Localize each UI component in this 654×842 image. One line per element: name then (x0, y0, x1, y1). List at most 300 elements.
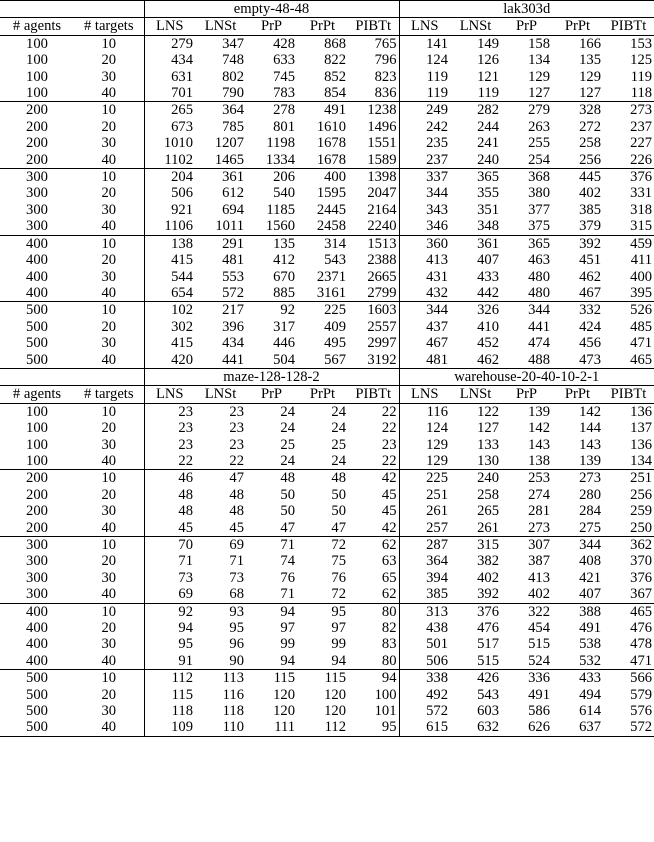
targets-header: # targets (74, 386, 144, 403)
value-cell: 50 (280, 486, 295, 503)
value-cell: 138 (144, 235, 195, 252)
value-cell: 480 (528, 284, 550, 301)
value-cell: 2047 (348, 185, 399, 201)
table-row (0, 586, 654, 603)
agents-cell: 500 (26, 703, 48, 720)
agents-cell: 400 (26, 620, 48, 637)
algorithm-header: PIBTt (348, 386, 399, 403)
value-cell: 437 (426, 318, 448, 335)
algorithm-header: LNSt (195, 386, 246, 403)
algorithm-header: PrP (501, 18, 552, 35)
value-cell: 237 (426, 151, 448, 168)
value-cell: 110 (195, 719, 246, 736)
agents-cell: 400 (26, 284, 48, 301)
value-cell: 94 (280, 652, 295, 669)
agents-cell: 300 (0, 169, 74, 186)
value-cell: 377 (528, 201, 550, 218)
table-row (0, 420, 654, 436)
value-cell: 116 (222, 686, 244, 703)
value-cell: 1610 (316, 118, 346, 135)
value-cell: 413 (528, 569, 550, 586)
table-row (0, 403, 654, 420)
targets-cell: 20 (74, 252, 144, 268)
value-cell: 421 (579, 569, 601, 586)
value-cell: 314 (297, 235, 348, 252)
agents-cell: 100 (26, 436, 48, 453)
value-cell: 322 (501, 603, 552, 620)
value-cell: 261 (426, 503, 448, 520)
value-cell: 454 (528, 620, 550, 637)
value-cell: 70 (144, 537, 195, 554)
value-cell: 355 (477, 185, 499, 202)
value-cell: 96 (229, 636, 244, 653)
targets-cell: 10 (74, 470, 144, 487)
targets-cell: 20 (74, 185, 144, 201)
value-cell: 451 (579, 252, 601, 269)
value-cell: 94 (331, 652, 346, 669)
value-cell: 118 (222, 703, 244, 720)
value-cell: 441 (222, 351, 244, 368)
value-cell: 249 (399, 102, 450, 119)
value-cell: 23 (195, 403, 246, 420)
value-cell: 543 (477, 686, 499, 703)
value-cell: 317 (273, 318, 295, 335)
algorithm-header: PIBTt (348, 18, 399, 35)
value-cell: 91 (178, 652, 193, 669)
value-cell: 258 (579, 135, 601, 152)
value-cell: 122 (450, 403, 501, 420)
value-cell: 467 (579, 284, 601, 301)
table-row (0, 503, 654, 519)
value-cell: 351 (477, 201, 499, 218)
value-cell: 83 (348, 636, 399, 652)
agents-cell: 100 (26, 452, 48, 469)
value-cell: 441 (528, 318, 550, 335)
value-cell: 392 (477, 586, 499, 603)
value-cell: 242 (426, 118, 448, 135)
value-cell: 765 (348, 35, 399, 52)
value-cell: 346 (426, 218, 448, 235)
value-cell: 281 (528, 503, 550, 520)
value-cell: 446 (273, 335, 295, 352)
value-cell: 434 (171, 52, 193, 69)
value-cell: 388 (552, 603, 603, 620)
agents-cell: 300 (26, 185, 48, 202)
value-cell: 463 (528, 252, 550, 269)
value-cell: 632 (450, 719, 501, 736)
value-cell: 2665 (348, 269, 399, 285)
value-cell: 2997 (348, 335, 399, 351)
value-cell: 112 (297, 719, 348, 736)
value-cell: 347 (195, 35, 246, 52)
value-cell: 101 (348, 703, 399, 719)
header-blank (0, 1, 144, 18)
agents-cell: 200 (26, 151, 48, 168)
targets-cell: 10 (74, 403, 144, 420)
value-cell: 411 (630, 252, 653, 269)
value-cell: 392 (552, 235, 603, 252)
value-cell: 633 (273, 52, 295, 69)
value-cell: 361 (195, 169, 246, 186)
value-cell: 382 (477, 553, 499, 570)
value-cell: 153 (603, 35, 654, 52)
value-cell: 572 (426, 703, 448, 720)
value-cell: 69 (195, 537, 246, 554)
value-cell: 75 (331, 553, 346, 570)
targets-cell: 30 (74, 69, 144, 85)
value-cell: 1198 (266, 135, 295, 152)
table-row (0, 537, 654, 554)
value-cell: 119 (630, 68, 653, 85)
value-cell: 125 (630, 52, 653, 69)
value-cell: 361 (450, 235, 501, 252)
value-cell: 287 (399, 537, 450, 554)
value-cell: 141 (399, 35, 450, 52)
value-cell: 431 (426, 268, 448, 285)
value-cell: 24 (246, 403, 297, 420)
value-cell: 129 (426, 452, 448, 469)
table-row (0, 687, 654, 703)
map-header-row (0, 1, 654, 18)
value-cell: 852 (324, 68, 346, 85)
value-cell: 95 (229, 620, 244, 637)
value-cell: 433 (477, 268, 499, 285)
value-cell: 783 (273, 85, 295, 102)
table-row (0, 69, 654, 85)
value-cell: 491 (297, 102, 348, 119)
value-cell: 149 (450, 35, 501, 52)
table-row (0, 269, 654, 285)
value-cell: 278 (246, 102, 297, 119)
value-cell: 22 (229, 452, 244, 469)
value-cell: 376 (603, 169, 654, 186)
value-cell: 495 (324, 335, 346, 352)
targets-cell: 20 (74, 119, 144, 135)
map-name: maze-128-128-2 (144, 368, 399, 385)
value-cell: 365 (450, 169, 501, 186)
value-cell: 24 (331, 452, 346, 469)
value-cell: 387 (528, 553, 550, 570)
value-cell: 47 (195, 470, 246, 487)
table-row (0, 285, 654, 302)
value-cell: 407 (477, 252, 499, 269)
value-cell: 48 (297, 470, 348, 487)
value-cell: 23 (178, 420, 193, 437)
value-cell: 284 (579, 503, 601, 520)
value-cell: 802 (222, 68, 244, 85)
value-cell: 302 (171, 318, 193, 335)
value-cell: 465 (603, 603, 654, 620)
value-cell: 442 (477, 284, 499, 301)
algorithm-header: LNS (144, 18, 195, 35)
table-row (0, 620, 654, 636)
value-cell: 256 (630, 486, 653, 503)
value-cell: 253 (501, 470, 552, 487)
value-cell: 137 (630, 420, 653, 437)
value-cell: 138 (528, 452, 550, 469)
value-cell: 116 (399, 403, 450, 420)
agents-cell: 400 (26, 268, 48, 285)
value-cell: 279 (501, 102, 552, 119)
value-cell: 273 (552, 470, 603, 487)
value-cell: 462 (477, 351, 499, 368)
value-cell: 72 (297, 537, 348, 554)
algorithm-header: PrPt (552, 18, 603, 35)
value-cell: 80 (348, 653, 399, 670)
value-cell: 380 (528, 185, 550, 202)
value-cell: 375 (528, 218, 550, 235)
value-cell: 63 (348, 553, 399, 569)
value-cell: 409 (324, 318, 346, 335)
value-cell: 532 (579, 652, 601, 669)
column-header-row (0, 18, 654, 35)
value-cell: 134 (528, 52, 550, 69)
value-cell: 279 (144, 35, 195, 52)
targets-cell: 10 (74, 302, 144, 319)
value-cell: 438 (426, 620, 448, 637)
value-cell: 24 (297, 403, 348, 420)
value-cell: 129 (528, 68, 550, 85)
value-cell: 143 (528, 436, 550, 453)
value-cell: 412 (273, 252, 295, 269)
value-cell: 127 (579, 85, 601, 102)
value-cell: 432 (426, 284, 448, 301)
value-cell: 394 (426, 569, 448, 586)
value-cell: 364 (195, 102, 246, 119)
value-cell: 166 (552, 35, 603, 52)
value-cell: 694 (222, 201, 244, 218)
value-cell: 785 (222, 118, 244, 135)
targets-cell: 30 (74, 636, 144, 652)
table-row (0, 352, 654, 369)
targets-cell: 30 (74, 202, 144, 218)
algorithm-header: LNSt (195, 18, 246, 35)
table-row (0, 85, 654, 102)
table-row (0, 703, 654, 719)
algorithm-header: PrP (246, 18, 297, 35)
value-cell: 244 (477, 118, 499, 135)
agents-cell: 100 (26, 68, 48, 85)
value-cell: 206 (246, 169, 297, 186)
value-cell: 491 (579, 620, 601, 637)
targets-cell: 10 (74, 235, 144, 252)
value-cell: 23 (229, 436, 244, 453)
value-cell: 467 (426, 335, 448, 352)
agents-cell: 200 (26, 118, 48, 135)
value-cell: 576 (630, 703, 653, 720)
value-cell: 158 (501, 35, 552, 52)
value-cell: 42 (348, 470, 399, 487)
value-cell: 540 (273, 185, 295, 202)
value-cell: 612 (222, 185, 244, 202)
value-cell: 42 (348, 520, 399, 537)
value-cell: 71 (280, 586, 295, 603)
value-cell: 102 (144, 302, 195, 319)
value-cell: 1207 (214, 135, 244, 152)
value-cell: 385 (426, 586, 448, 603)
value-cell: 474 (528, 335, 550, 352)
value-cell: 23 (178, 436, 193, 453)
targets-cell: 10 (74, 35, 144, 52)
targets-cell: 30 (74, 703, 144, 719)
value-cell: 420 (171, 351, 193, 368)
value-cell: 129 (426, 436, 448, 453)
value-cell: 90 (229, 652, 244, 669)
targets-cell: 10 (74, 102, 144, 119)
value-cell: 143 (579, 436, 601, 453)
value-cell: 501 (426, 636, 448, 653)
header-blank (0, 368, 144, 385)
value-cell: 410 (477, 318, 499, 335)
value-cell: 822 (324, 52, 346, 69)
agents-cell: 500 (0, 302, 74, 319)
targets-cell: 40 (74, 586, 144, 603)
targets-cell: 20 (74, 620, 144, 636)
value-cell: 626 (501, 719, 552, 736)
value-cell: 23 (229, 420, 244, 437)
value-cell: 111 (246, 719, 297, 736)
value-cell: 426 (450, 670, 501, 687)
table-row (0, 185, 654, 201)
table-row (0, 553, 654, 569)
agents-cell: 300 (26, 218, 48, 235)
value-cell: 402 (579, 185, 601, 202)
value-cell: 790 (222, 85, 244, 102)
agents-cell: 500 (26, 318, 48, 335)
value-cell: 136 (630, 436, 653, 453)
value-cell: 113 (195, 670, 246, 687)
value-cell: 396 (222, 318, 244, 335)
value-cell: 133 (477, 436, 499, 453)
value-cell: 1011 (215, 218, 244, 235)
value-cell: 45 (348, 487, 399, 503)
value-cell: 71 (229, 553, 244, 570)
value-cell: 318 (630, 201, 653, 218)
value-cell: 45 (178, 519, 193, 536)
value-cell: 572 (222, 284, 244, 301)
value-cell: 225 (297, 302, 348, 319)
algorithm-header: LNSt (450, 386, 501, 403)
value-cell: 344 (552, 537, 603, 554)
value-cell: 465 (630, 351, 653, 368)
value-cell: 22 (348, 403, 399, 420)
table-row (0, 319, 654, 335)
value-cell: 272 (579, 118, 601, 135)
value-cell: 478 (630, 636, 653, 653)
value-cell: 291 (195, 235, 246, 252)
value-cell: 142 (528, 420, 550, 437)
value-cell: 94 (348, 670, 399, 687)
targets-cell: 30 (74, 269, 144, 285)
table-row (0, 202, 654, 218)
value-cell: 115 (171, 686, 193, 703)
value-cell: 365 (501, 235, 552, 252)
map-name: lak303d (399, 1, 654, 18)
table-row (0, 335, 654, 351)
value-cell: 1595 (316, 185, 346, 202)
value-cell: 120 (273, 686, 295, 703)
value-cell: 385 (579, 201, 601, 218)
value-cell: 97 (280, 620, 295, 637)
value-cell: 473 (579, 351, 601, 368)
agents-cell: 500 (0, 670, 74, 687)
value-cell: 313 (399, 603, 450, 620)
table-row (0, 636, 654, 652)
value-cell: 868 (297, 35, 348, 52)
targets-cell: 40 (74, 653, 144, 670)
value-cell: 120 (324, 686, 346, 703)
table-row (0, 603, 654, 620)
value-cell: 376 (630, 569, 653, 586)
value-cell: 135 (579, 52, 601, 69)
value-cell: 476 (477, 620, 499, 637)
value-cell: 72 (331, 586, 346, 603)
agents-cell: 100 (0, 403, 74, 420)
algorithm-header: PrP (246, 386, 297, 403)
value-cell: 47 (280, 519, 295, 536)
targets-cell: 40 (74, 218, 144, 235)
value-cell: 3192 (348, 352, 399, 369)
value-cell: 415 (171, 335, 193, 352)
value-cell: 48 (229, 503, 244, 520)
value-cell: 367 (630, 586, 653, 603)
targets-cell: 10 (74, 169, 144, 186)
value-cell: 95 (348, 719, 399, 736)
value-cell: 348 (477, 218, 499, 235)
value-cell: 481 (222, 252, 244, 269)
table-row (0, 218, 654, 235)
table-row (0, 35, 654, 52)
value-cell: 62 (348, 537, 399, 554)
value-cell: 402 (528, 586, 550, 603)
value-cell: 360 (399, 235, 450, 252)
value-cell: 124 (426, 52, 448, 69)
value-cell: 364 (426, 553, 448, 570)
value-cell: 22 (348, 453, 399, 470)
agents-cell: 500 (26, 351, 48, 368)
value-cell: 614 (579, 703, 601, 720)
value-cell: 885 (273, 284, 295, 301)
value-cell: 400 (297, 169, 348, 186)
algorithm-header: PIBTt (603, 386, 654, 403)
value-cell: 24 (331, 420, 346, 437)
value-cell: 515 (528, 636, 550, 653)
value-cell: 97 (331, 620, 346, 637)
value-cell: 326 (450, 302, 501, 319)
value-cell: 586 (528, 703, 550, 720)
targets-cell: 10 (74, 670, 144, 687)
value-cell: 73 (178, 569, 193, 586)
value-cell: 567 (324, 351, 346, 368)
value-cell: 76 (331, 569, 346, 586)
value-cell: 144 (579, 420, 601, 437)
value-cell: 854 (324, 85, 346, 102)
value-cell: 124 (426, 420, 448, 437)
table-row (0, 235, 654, 252)
value-cell: 127 (477, 420, 499, 437)
value-cell: 823 (348, 69, 399, 85)
value-cell: 142 (552, 403, 603, 420)
value-cell: 240 (477, 151, 499, 168)
value-cell: 115 (297, 670, 348, 687)
value-cell: 2164 (348, 202, 399, 218)
algorithm-header: LNS (399, 386, 450, 403)
targets-cell: 40 (74, 719, 144, 736)
algorithm-header: PrPt (297, 18, 348, 35)
value-cell: 94 (178, 620, 193, 637)
value-cell: 553 (222, 268, 244, 285)
value-cell: 48 (229, 486, 244, 503)
